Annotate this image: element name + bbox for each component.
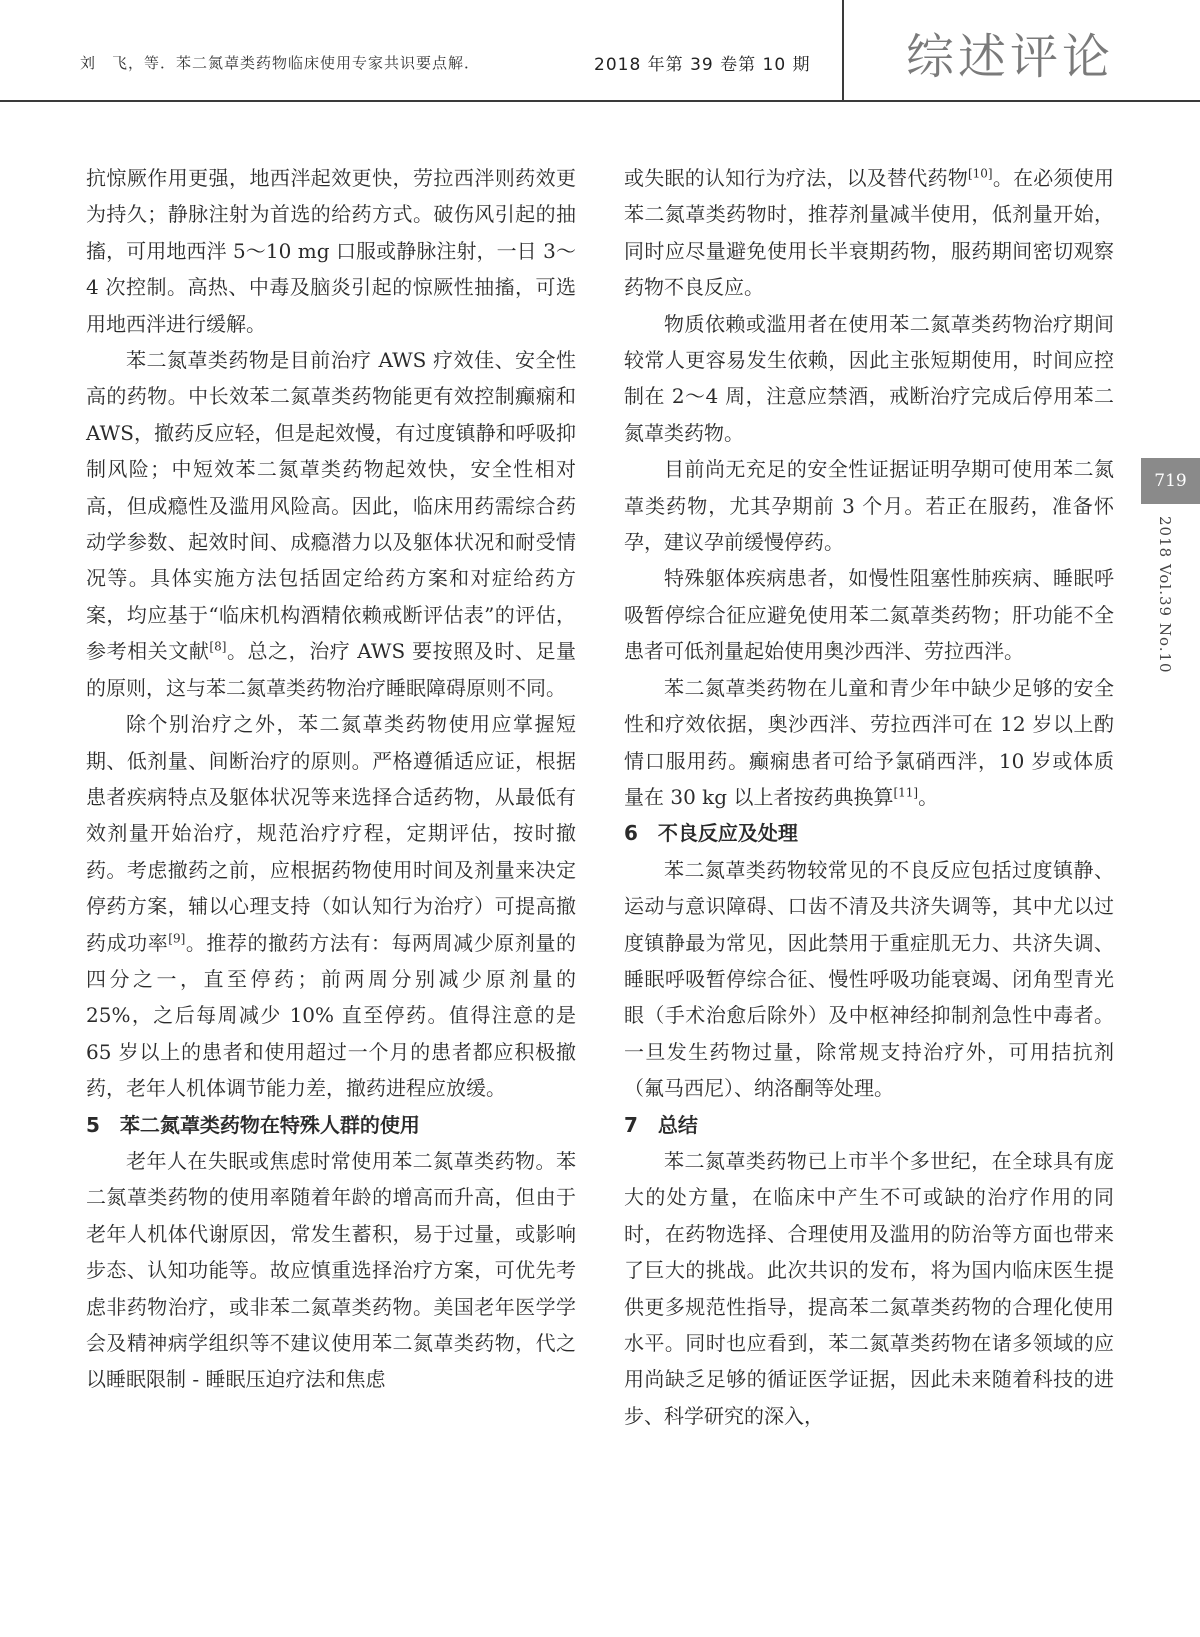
paragraph-text: 苯二氮䓬类药物是目前治疗 AWS 疗效佳、安全性高的药物。中长效苯二氮䓬类药物能更有效控制癫痫和 AWS，撤药反应轻，但是起效慢，有过度镇静和呼吸抑制风险；中短效苯二氮䓬类药物起效快，安全性相对高，但成瘾性及滥用风险高。因此，临床用药需综合药动学参数、起效时间、成瘾潜力以及躯体状况和耐受情况等。具体实施方法包括固定给药方案和对症给药方案，均应基于“临床机构酒精依赖戒断评估表”的评估，参考相关文献 — [86, 348, 576, 664]
paragraph: 物质依赖或滥用者在使用苯二氮䓬类药物治疗期间较常人更容易发生依赖，因此主张短期使用，时间应控制在 2～4 周，注意应禁酒，戒断治疗完成后停用苯二氮䓬类药物。 — [624, 311, 1114, 445]
paragraph: 苯二氮䓬类药物较常见的不良反应包括过度镇静、运动与意识障碍、口齿不清及共济失调等，其中尤以过度镇静最为常见，因此禁用于重症肌无力、共济失调、睡眠呼吸暂停综合征、慢性呼吸功能衰竭、闭角型青光眼（手术治愈后除外）及中枢神经抑制剂急性中毒者。一旦发生药物过量，除常规支持治疗外，可用拮抗剂（氟马西尼）、纳洛酮等处理。 — [624, 857, 1114, 1101]
citation: [11] — [893, 785, 919, 800]
right-column — [624, 160, 1114, 1434]
section-heading: 7 总结 — [624, 1112, 698, 1137]
paragraph: 抗惊厥作用更强，地西泮起效更快，劳拉西泮则药效更为持久；静脉注射为首选的给药方式。破伤风引起的抽搐，可用地西泮 5～10 mg 口服或静脉注射，一日 3～4 次控制。高热、中毒及脑炎引起的惊厥性抽搐，可选用地西泮进行缓解。 — [86, 166, 576, 336]
page-header — [0, 0, 1200, 102]
paragraph-text: 。总之，治疗 AWS 要按照及时、足量的原则，这与苯二氮䓬类药物治疗睡眠障碍原则不同。 — [86, 639, 577, 700]
citation: [10] — [967, 166, 993, 181]
paragraph: 老年人在失眠或焦虑时常使用苯二氮䓬类药物。苯二氮䓬类药物的使用率随着年龄的增高而升高，但由于老年人机体代谢原因，常发生蓄积，易于过量，或影响步态、认知功能等。故应慎重选择治疗方案，可优先考虑非药物治疗，或非苯二氮䓬类药物。美国老年医学学会及精神病学组织等不建议使用苯二氮䓬类药物，代之以睡眠限制 - 睡眠压迫疗法和焦虑 — [86, 1148, 576, 1392]
issue-info: 2018 年第 39 卷第 10 期 — [594, 55, 811, 75]
left-column — [86, 160, 576, 1398]
citation: [8] — [209, 639, 227, 654]
paragraph: 特殊躯体疾病患者，如慢性阻塞性肺疾病、睡眠呼吸暂停综合征应避免使用苯二氮䓬类药物；肝功能不全患者可低剂量起始使用奥沙西泮、劳拉西泮。 — [624, 566, 1114, 664]
paragraph — [624, 160, 1114, 306]
paragraph-text: 或失眠的认知行为疗法，以及替代药物 — [624, 166, 968, 190]
paragraph-text: 除个别治疗之外，苯二氮䓬类药物使用应掌握短期、低剂量、间断治疗的原则。严格遵循适应证，根据患者疾病特点及躯体状况等来选择合适药物，从最低有效剂量开始治疗，规范治疗疗程，定期评估，按时撤药。考虑撤药之前，应根据药物使用时间及剂量来决定停药方案，辅以心理支持（如认知行为治疗）可提高撤药成功率 — [86, 712, 576, 955]
paragraph-text: 。在必须使用苯二氮䓬类药物时，推荐剂量减半使用，低剂量开始，同时应尽量避免使用长半衰期药物，服药期间密切观察药物不良反应。 — [624, 166, 1115, 300]
paragraph — [624, 670, 1114, 816]
page-number-tab: 719 — [1141, 458, 1200, 504]
paragraph: 苯二氮䓬类药物已上市半个多世纪，在全球具有庞大的处方量，在临床中产生不可或缺的治疗作用的同时，在药物选择、合理使用及滥用的防治等方面也带来了巨大的挑战。此次共识的发布，将为国内临床医生提供更多规范性指导，提高苯二氮䓬类药物的合理化使用水平。同时也应看到，苯二氮䓬类药物在诸多领域的应用尚缺乏足够的循证医学证据，因此未来随着科技的进步、科学研究的深入， — [624, 1148, 1114, 1428]
paragraph-text: 。推荐的撤药方法有：每两周减少原剂量的四分之一，直至停药；前两周分别减少原剂量的 25%，之后每周减少 10% 直至停药。值得注意的是 65 岁以上的患者和使用超过一个月的患者都应积极撤药，老年人机体调节能力差，撤药进程应放缓。 — [86, 930, 577, 1101]
section-heading: 5 苯二氮䓬类药物在特殊人群的使用 — [86, 1112, 420, 1137]
paragraph: 目前尚无充足的安全性证据证明孕期可使用苯二氮䓬类药物，尤其孕期前 3 个月。若正在服药，准备怀孕，建议孕前缓慢停药。 — [624, 457, 1114, 555]
citation: [9] — [168, 930, 186, 945]
paragraph — [86, 706, 576, 1106]
section-heading: 6 不良反应及处理 — [624, 821, 798, 846]
paragraph — [86, 342, 576, 706]
vertical-issue-label: 2018 Vol.39 No.10 — [1156, 516, 1174, 674]
header-rule — [0, 100, 1200, 102]
paragraph-text: 。 — [918, 784, 939, 809]
running-title: 刘 飞，等．苯二氮䓬类药物临床使用专家共识要点解． — [80, 54, 481, 72]
section-title: 综述评论 — [906, 29, 1115, 85]
header-divider-vertical — [842, 0, 844, 100]
paragraph-text: 苯二氮䓬类药物在儿童和青少年中缺少足够的安全性和疗效依据，奥沙西泮、劳拉西泮可在 12 岁以上酌情口服用药。癫痫患者可给予氯硝西泮，10 岁或体质量在 30 kg 以上者按药典换算 — [624, 675, 1114, 809]
